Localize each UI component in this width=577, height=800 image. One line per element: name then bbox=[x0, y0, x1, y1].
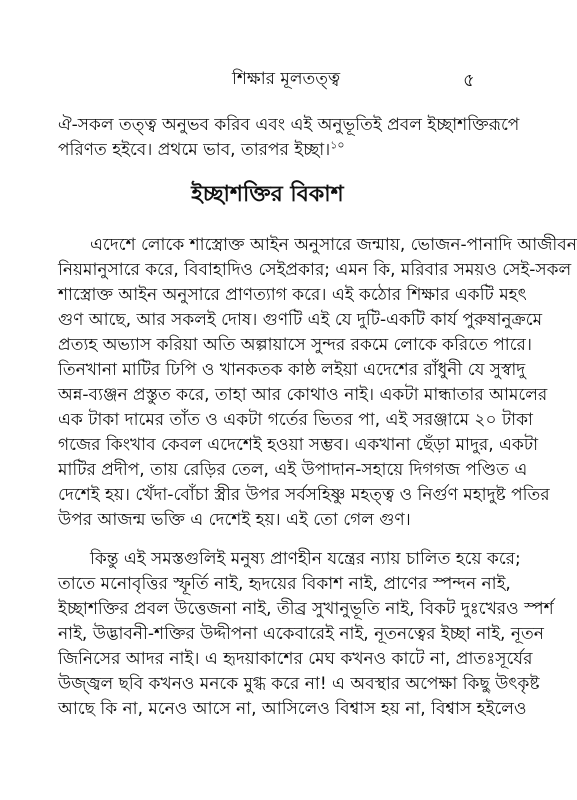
intro-line-2-text: পরিণত হইবে। প্রথমে ভাব, তারপর ইচ্ছা। bbox=[58, 140, 331, 160]
paragraph-line: এদেশে লোকে শাস্ত্রোক্ত আইন অনুসারে জন্মায়, ভোজন-পানাদি আজীবন bbox=[90, 235, 577, 255]
paragraph-line: কিন্তু এই সমস্তগুলিই মনুষ্য প্রাণহীন যন্ত্রের ন্যায় চালিত হয়ে করে; bbox=[90, 549, 521, 569]
paragraph-line: উপর আজন্ম ভক্তি এ দেশেই হয়। এই তো গেল গুণ। bbox=[58, 510, 411, 530]
intro-line-2 bbox=[58, 139, 486, 161]
paragraph-line: দেশেই হয়। খেঁদা-বোঁচা স্ত্রীর উপর সর্বসহিষ্ণু মহত্ত্ব ও নির্গুণ মহাদুষ্ট পতির bbox=[58, 485, 550, 505]
paragraph-line: ইচ্ছাশক্তির প্রবল উত্তেজনা নাই, তীব্র সুখানুভূতি নাই, বিকট দুঃখেরও স্পর্শ bbox=[58, 599, 554, 619]
paragraph-line: শাস্ত্রোক্ত আইন অনুসারে প্রাণত্যাগ করে। এই কঠোর শিক্ষার একটি মহৎ bbox=[58, 285, 527, 305]
paragraph-line: এক টাকা দামের তাঁত ও একটা গর্তের ভিতর পা, এই সরঞ্জামে ২০ টাকা bbox=[58, 410, 533, 430]
paragraph-line: আছে কি না, মনেও আসে না, আসিলেও বিশ্বাস হয় না, বিশ্বাস হইলেও bbox=[58, 699, 527, 719]
paragraph-line: তাতে মনোবৃত্তির স্ফূর্তি নাই, হৃদয়ের বিকাশ নাই, প্রাণের স্পন্দন নাই, bbox=[58, 574, 511, 594]
paragraph-line: উজ্জ্বল ছবি কখনও মনকে মুগ্ধ করে না! এ অবস্থার অপেক্ষা কিছু উৎকৃষ্ট bbox=[58, 674, 540, 694]
section-heading: ইচ্ছাশক্তির বিকাশ bbox=[191, 182, 344, 207]
paragraph-line: মাটির প্রদীপ, তায় রেড়ির তেল, এই উপাদান-সহায়ে দিগগজ পণ্ডিত এ bbox=[58, 460, 528, 480]
intro-line-1: ঐ-সকল তত্ত্ব অনুভব করিব এবং এই অনুভূতিই প্রবল ইচ্ছাশক্তিরূপে bbox=[58, 115, 520, 135]
running-title: শিক্ষার মূলতত্ত্ব bbox=[232, 69, 341, 89]
footnote-reference: ১০ bbox=[330, 138, 345, 152]
paragraph-line: প্রত্যহ অভ্যাস করিয়া অতি অল্পায়াসে সুন্দর রকমে লোকে করিতে পারে। bbox=[58, 335, 532, 355]
paragraph-line: অন্ন-ব্যঞ্জন প্রস্তুত করে, তাহা আর কোথাও নাই। একটা মান্ধাতার আমলের bbox=[58, 385, 548, 405]
running-header bbox=[0, 66, 535, 90]
paragraph-line: নাই, উদ্ভাবনী-শক্তির উদ্দীপনা একেবারেই নাই, নূতনত্বের ইচ্ছা নাই, নূতন bbox=[58, 624, 544, 644]
paragraph-line: নিয়মানুসারে করে, বিবাহাদিও সেইপ্রকার; এমন কি, মরিবার সময়ও সেই-সকল bbox=[58, 260, 572, 280]
paragraph-line: তিনখানা মাটির ঢিপি ও খানকতক কাষ্ঠ লইয়া এদেশের রাঁধুনী যে সুস্বাদু bbox=[58, 360, 526, 380]
paragraph-line: জিনিসের আদর নাই। এ হৃদয়াকাশের মেঘ কখনও কাটে না, প্রাতঃসূর্যের bbox=[58, 649, 533, 669]
page-number: ৫ bbox=[463, 70, 475, 91]
paragraph-line: গুণ আছে, আর সকলই দোষ। গুণটি এই যে দুটি-একটি কার্য পুরুষানুক্রমে bbox=[58, 310, 543, 330]
paragraph-line: গজের কিংখাব কেবল এদেশেই হওয়া সম্ভব। একখানা ছেঁড়া মাদুর, একটা bbox=[58, 435, 539, 455]
